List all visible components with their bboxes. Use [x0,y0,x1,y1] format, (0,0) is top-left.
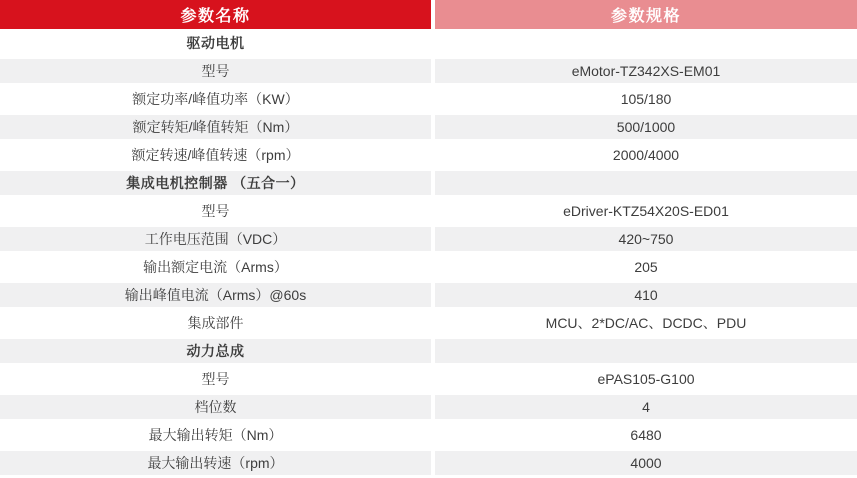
table-row [0,29,857,57]
param-value: ePAS105-G100 [597,371,695,387]
param-value: 205 [634,259,658,275]
table-row [0,337,857,365]
param-value-cell [435,365,857,393]
param-name: 工作电压范围（VDC） [144,231,287,247]
param-name-cell [0,281,431,309]
param-name-cell [0,337,431,365]
param-name: 最大输出转矩（Nm） [148,427,283,443]
param-name: 动力总成 [186,343,245,359]
param-name: 额定功率/峰值功率（KW） [132,91,299,107]
table-row [0,253,857,281]
param-name-cell [0,365,431,393]
param-value-cell [435,85,857,113]
param-name: 集成部件 [187,315,244,331]
param-name: 输出额定电流（Arms） [143,259,288,275]
table-row [0,169,857,197]
param-value-cell [435,197,857,225]
param-value-cell [435,113,857,141]
param-name: 型号 [201,63,230,79]
param-value: 105/180 [620,91,672,107]
param-value-cell [435,29,857,57]
param-name-cell [0,57,431,85]
table-row [0,141,857,169]
table-row [0,113,857,141]
header-param-spec: 参数规格 [435,0,857,29]
param-name-cell [0,449,431,477]
param-name: 集成电机控制器 （五合一） [126,175,305,191]
param-name: 型号 [201,371,230,387]
param-value-cell [435,281,857,309]
param-value-cell [435,57,857,85]
table-body [0,29,857,477]
param-value: 420~750 [618,231,674,247]
param-value: 500/1000 [616,119,676,135]
param-name-cell [0,113,431,141]
param-name: 驱动电机 [186,35,245,51]
param-name-cell [0,197,431,225]
param-value-cell [435,449,857,477]
param-value-cell [435,337,857,365]
param-value-cell [435,421,857,449]
table-row [0,85,857,113]
table-row [0,449,857,477]
param-name: 输出峰值电流（Arms）@60s [124,287,307,303]
param-value: eMotor-TZ342XS-EM01 [571,63,721,79]
param-value: 4 [642,399,650,415]
param-name-cell [0,85,431,113]
table-row [0,197,857,225]
param-name-cell [0,29,431,57]
param-name: 型号 [201,203,230,219]
param-name-cell [0,169,431,197]
param-value: 2000/4000 [612,147,680,163]
param-name-cell [0,225,431,253]
param-value: 4000 [630,455,662,471]
param-name: 档位数 [194,399,237,415]
param-value: 410 [634,287,658,303]
table-header-row [0,0,857,29]
param-value-cell [435,169,857,197]
param-value: eDriver-KTZ54X20S-ED01 [563,203,729,219]
param-name-cell [0,421,431,449]
param-name-cell [0,309,431,337]
table-row [0,57,857,85]
param-value-cell [435,225,857,253]
param-name-cell [0,253,431,281]
param-value: 6480 [630,427,662,443]
param-value-cell [435,309,857,337]
param-name-cell [0,393,431,421]
param-value-cell [435,141,857,169]
param-value-cell [435,253,857,281]
param-value-cell [435,393,857,421]
header-param-name: 参数名称 [0,0,431,29]
table-row [0,225,857,253]
table-row [0,281,857,309]
table-row [0,309,857,337]
param-name-cell [0,141,431,169]
param-value: MCU、2*DC/AC、DCDC、PDU [545,315,747,331]
table-row [0,393,857,421]
param-name: 最大输出转速（rpm） [147,455,284,471]
param-name: 额定转速/峰值转速（rpm） [131,147,300,163]
table-row [0,365,857,393]
table-row [0,421,857,449]
param-name: 额定转矩/峰值转矩（Nm） [132,119,299,135]
